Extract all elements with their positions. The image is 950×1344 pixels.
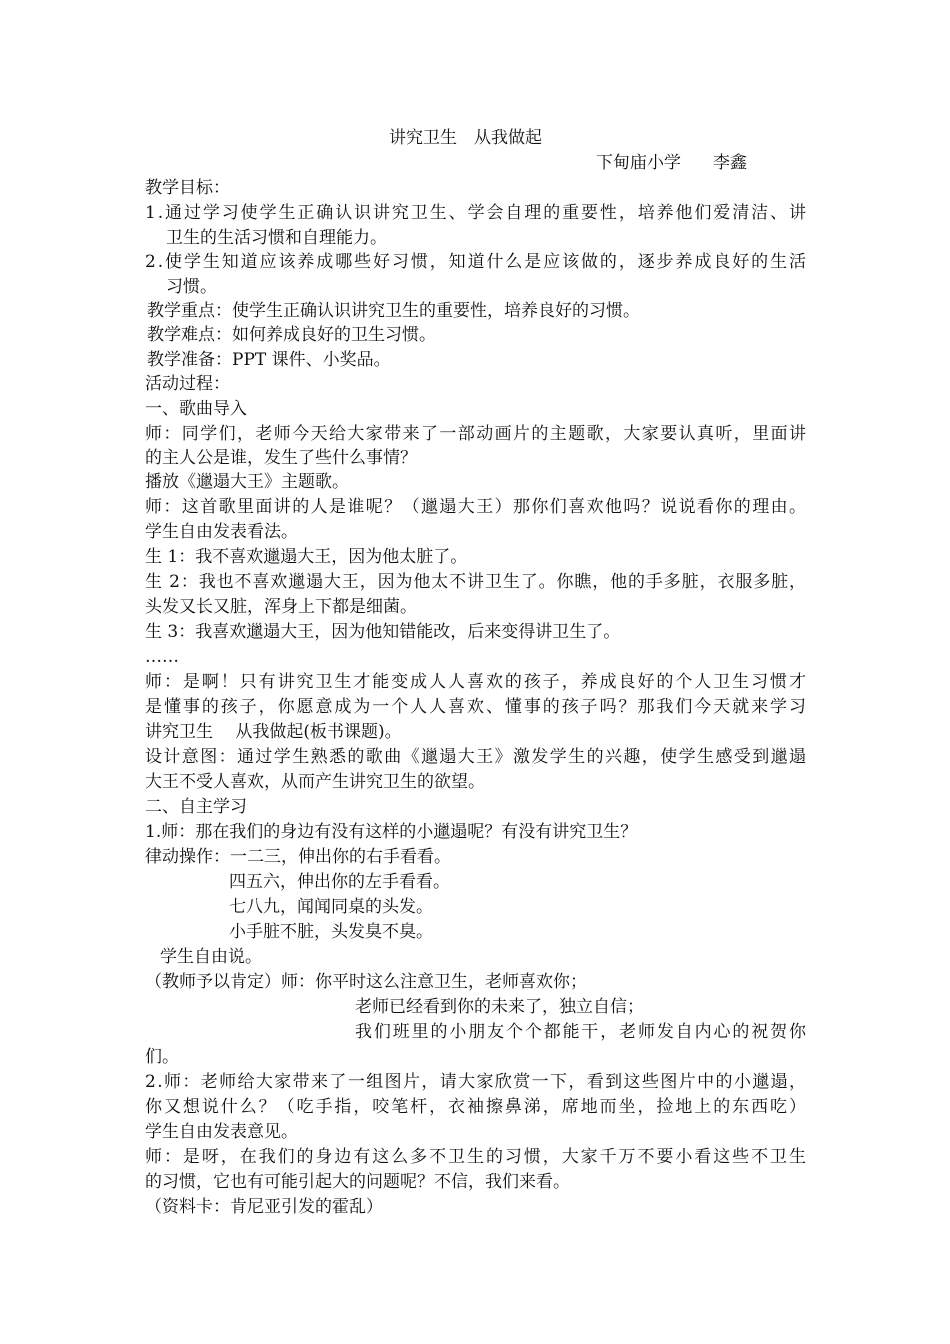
text-line: 2.师：老师给大家带来了一组图片，请大家欣赏一下，看到这些图片中的小邋遢，	[145, 1072, 808, 1092]
text-line: ……	[145, 647, 179, 667]
text-line: 播放《邋遢大王》主题歌。	[145, 472, 349, 492]
text-line: 们。	[145, 1047, 179, 1067]
text-line: 1.师：那在我们的身边有没有这样的小邋遢呢？有没有讲究卫生？	[145, 822, 638, 842]
text-line: 1.通过学习使学生正确认识讲究卫生、学会自理的重要性，培养他们爱清洁、讲	[145, 203, 808, 223]
text-line: 2.使学生知道应该养成哪些好习惯，知道什么是应该做的，逐步养成良好的生活	[145, 252, 808, 272]
text-line: 讲究卫生 从我做起(板书课题)。	[145, 722, 402, 742]
school-name: 下甸庙小学	[596, 153, 681, 173]
document-title: 讲究卫生 从我做起	[389, 128, 542, 148]
text-line: 生 3：我喜欢邋遢大王，因为他知错能改，后来变得讲卫生了。	[145, 622, 621, 642]
text-line: 大王不受人喜欢，从而产生讲究卫生的欲望。	[145, 772, 485, 792]
text-line: （资料卡：肯尼亚引发的霍乱）	[145, 1197, 383, 1217]
author-line	[596, 151, 747, 175]
text-line: 生 1：我不喜欢邋遢大王，因为他太脏了。	[145, 547, 468, 567]
text-line: 的主人公是谁，发生了些什么事情？	[145, 448, 417, 468]
text-line: 卫生的生活习惯和自理能力。	[166, 228, 387, 248]
text-line: 学生自由说。	[160, 947, 262, 967]
text-line: 生 2：我也不喜欢邋遢大王，因为他太不讲卫生了。你瞧，他的手多脏，衣服多脏，	[145, 572, 807, 592]
text-line: 设计意图：通过学生熟悉的歌曲《邋遢大王》激发学生的兴趣，使学生感受到邋遢	[145, 747, 808, 767]
text-line: 教学目标：	[145, 178, 230, 198]
text-line: 活动过程：	[145, 374, 230, 394]
text-line: 教学准备：PPT 课件、小奖品。	[147, 350, 391, 370]
text-line: 我们班里的小朋友个个都能干，老师发自内心的祝贺你	[355, 1022, 808, 1042]
text-line: 二、自主学习	[145, 797, 247, 817]
text-line: 学生自由发表意见。	[145, 1122, 298, 1142]
text-line: 学生自由发表看法。	[145, 522, 298, 542]
text-line: 师：同学们，老师今天给大家带来了一部动画片的主题歌，大家要认真听，里面讲	[145, 424, 808, 444]
text-line: 小手脏不脏，头发臭不臭。	[229, 922, 433, 942]
text-line: 的习惯，它也有可能引起大的问题呢？不信，我们来看。	[145, 1172, 570, 1192]
text-line: 你又想说什么？（吃手指，咬笔杆，衣袖擦鼻涕，席地而坐，捡地上的东西吃）	[145, 1097, 808, 1117]
text-line: 教学重点：使学生正确认识讲究卫生的重要性，培养良好的习惯。	[147, 301, 640, 321]
text-line: 习惯。	[166, 277, 217, 297]
text-line: 四五六，伸出你的左手看看。	[229, 872, 450, 892]
author-name: 李鑫	[713, 153, 747, 173]
text-line: 律动操作：一二三，伸出你的右手看看。	[145, 847, 451, 867]
text-line: 师：这首歌里面讲的人是谁呢？（邋遢大王）那你们喜欢他吗？说说看你的理由。	[145, 497, 808, 517]
text-line: 头发又长又脏，浑身上下都是细菌。	[145, 597, 417, 617]
text-line: 一、歌曲导入	[145, 399, 247, 419]
text-line: 七八九，闻闻同桌的头发。	[229, 897, 433, 917]
text-line: 是懂事的孩子，你愿意成为一个人人喜欢、懂事的孩子吗？那我们今天就来学习	[145, 697, 808, 717]
text-line: 教学难点：如何养成良好的卫生习惯。	[147, 325, 436, 345]
text-line: 老师已经看到你的未来了，独立自信；	[355, 997, 644, 1017]
text-line: 师：是啊！只有讲究卫生才能变成人人喜欢的孩子，养成良好的个人卫生习惯才	[145, 672, 808, 692]
text-line: 师：是呀，在我们的身边有这么多不卫生的习惯，大家千万不要小看这些不卫生	[145, 1147, 808, 1167]
text-line: （教师予以肯定）师：你平时这么注意卫生，老师喜欢你；	[145, 972, 587, 992]
